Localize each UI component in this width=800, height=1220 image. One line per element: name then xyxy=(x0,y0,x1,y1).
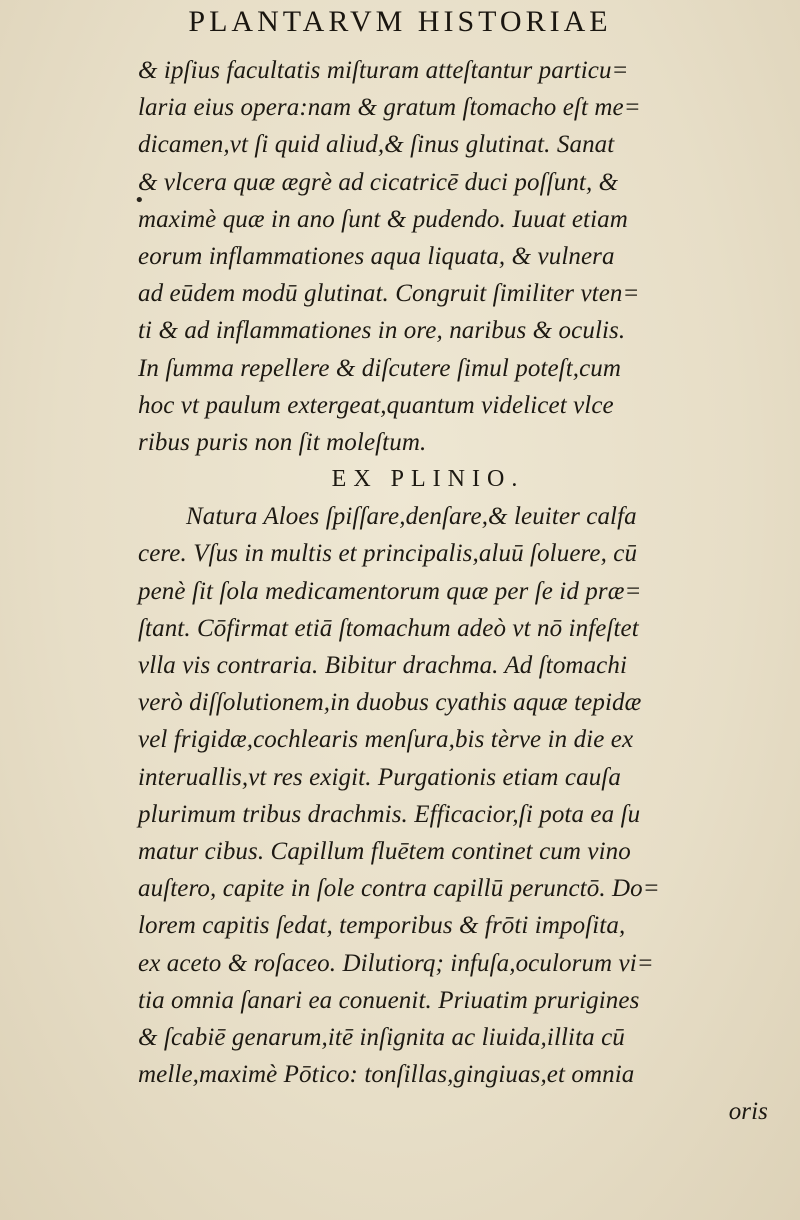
text-line: vlla vis contraria. Bibitur drachma. Ad ſtomachi xyxy=(138,652,628,679)
text-line: & ſcabiē genarum,itē inſignita ac liuida,illita cū xyxy=(138,1023,625,1051)
text-line: tia omnia ſanari ea conuenit. Priuatim prurigines xyxy=(138,986,640,1014)
text-line: matur cibus. Capillum fluētem continet cum vino xyxy=(138,837,631,865)
text-line: eorum inflammationes aqua liquata, & vulnera xyxy=(138,242,615,270)
text-line: cere. Vſus in multis et principalis,aluū ſoluere, cū xyxy=(138,540,638,568)
running-header: PLANTARVM HISTORIAE xyxy=(188,5,612,38)
text-line: lorem capitis ſedat, temporibus & frōti impoſita, xyxy=(138,912,626,940)
text-line: auſtero, capite in ſole contra capillū perunctō. Do= xyxy=(138,875,660,903)
section-heading: EX PLINIO. xyxy=(331,466,525,493)
catchword: oris xyxy=(728,1098,768,1126)
text-line: plurimum tribus drachmis. Efficacior,ſi pota ea ſu xyxy=(138,800,641,828)
text-line: In ſumma repellere & diſcutere ſimul poteſt,cum xyxy=(138,354,622,382)
text-line: penè ſit ſola medicamentorum quæ per ſe id præ= xyxy=(138,577,642,605)
text-line: & vlcera quæ ægrè ad cicatricē duci poſſunt, & xyxy=(138,168,619,196)
text-line: ex aceto & roſaceo. Dilutiorq; infuſa,oculorum vi= xyxy=(138,949,654,977)
text-line: & ipſius facultatis miſturam atteſtantur particu= xyxy=(138,57,629,84)
text-line: hoc vt paulum extergeat,quantum videlicet vlce xyxy=(138,391,614,419)
text-line: ti & ad inflammationes in ore, naribus & oculis. xyxy=(138,317,626,345)
text-line: dicamen,vt ſi quid aliud,& ſinus glutinat. Sanat xyxy=(138,131,615,159)
margin-mark: • xyxy=(134,190,145,211)
text-line: interuallis,vt res exigit. Purgationis etiam cauſa xyxy=(138,763,621,791)
text-line: ribus puris non ſit moleſtum. xyxy=(138,428,427,456)
text-line: verò diſſolutionem,in duobus cyathis aquæ tepidæ xyxy=(138,689,642,717)
text-line: melle,maximè Pōtico: tonſillas,gingiuas,et omnia xyxy=(138,1061,635,1089)
text-line: ſtant. Cōfirmat etiā ſtomachum adeò vt nō infeſtet xyxy=(138,614,639,642)
text-line: Natura Aloes ſpiſſare,denſare,& leuiter calfa xyxy=(186,503,637,531)
text-line: laria eius opera:nam & gratum ſtomacho eſt me= xyxy=(138,94,641,122)
text-line: vel frigidæ,cochlearis menſura,bis tèrve in die ex xyxy=(138,726,634,754)
text-block xyxy=(138,52,778,1130)
text-line: maximè quæ in ano ſunt & pudendo. Iuuat etiam xyxy=(138,205,628,233)
text-line: ad eūdem modū glutinat. Congruit ſimiliter vten= xyxy=(138,280,640,308)
